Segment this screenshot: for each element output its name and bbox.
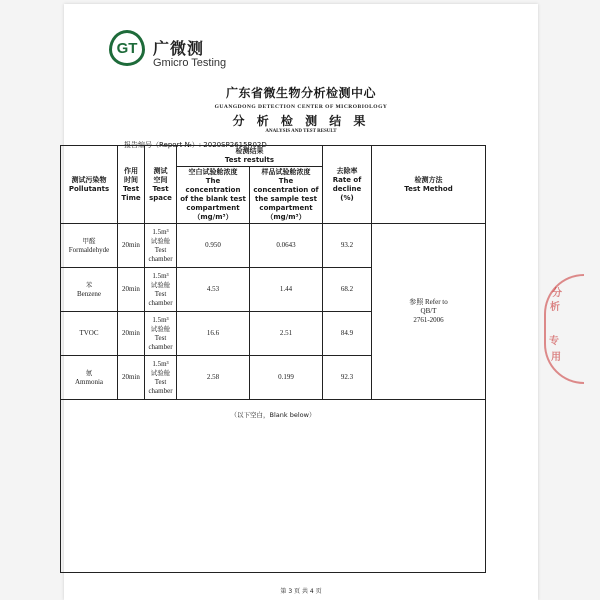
space-cell: 1.5m³ 试验舱 Test chamber [145,224,177,268]
logo-name-en: Gmicro Testing [153,57,227,69]
logo-name-cn: 广微测 [153,39,205,58]
report-number: 报告编号（Report №）: 2020SP2615R02D [124,141,267,149]
col-sample-conc: 样品试验舱浓度 The concentration of the sample test compartment （mg/m³） [250,167,323,224]
header-row [61,146,486,167]
center-title-cn: 广东省微生物分析检测中心 [225,86,376,100]
pollutant-cell: 甲醛 Formaldehyde [61,224,118,268]
method-cell: 参照 Refer to QB/T 2761-2006 [372,224,486,400]
results-table [60,145,486,573]
time-cell: 20min [118,356,145,400]
blank-below-row [61,400,486,573]
center-title-en: GUANGDONG DETECTION CENTER OF MICROBIOLOGY [214,104,388,110]
col-pollutants: 测试污染物 Pollutants [61,146,118,224]
pollutant-cell: 苯 Benzene [61,268,118,312]
result-title-cn: 分 析 检 测 结 果 [232,114,370,128]
blank-below-cell [61,400,486,573]
col-rate: 去除率 Rate of decline (%) [323,146,372,224]
rate-cell: 92.3 [323,356,372,400]
space-cell: 1.5m³ 试验舱 Test chamber [145,312,177,356]
sample-conc-cell: 0.199 [250,356,323,400]
sample-conc-cell: 2.51 [250,312,323,356]
company-logo [109,30,259,74]
col-space: 测试 空间 Test space [145,146,177,224]
table-row [61,224,486,268]
time-cell: 20min [118,224,145,268]
pollutant-cell: 氨 Ammonia [61,356,118,400]
sample-conc-cell: 0.0643 [250,224,323,268]
blank-conc-cell: 0.950 [177,224,250,268]
blank-conc-cell: 4.53 [177,268,250,312]
space-cell: 1.5m³ 试验舱 Test chamber [145,268,177,312]
col-results-group: 检测结果 Test restults [177,146,323,167]
col-method: 检测方法 Test Method [372,146,486,224]
time-cell: 20min [118,312,145,356]
pollutant-cell: TVOC [61,312,118,356]
time-cell: 20min [118,268,145,312]
sample-conc-cell: 1.44 [250,268,323,312]
seal-stamp: 分 析 专 用 [544,274,584,384]
logo-mark: GT [109,30,145,66]
col-blank-conc: 空白试验舱浓度 The concentration of the blank test compartment （mg/m³） [177,167,250,224]
result-title-en: ANALYSIS AND TEST RESULT [265,129,337,134]
rate-cell: 84.9 [323,312,372,356]
blank-below-text: （以下空白，Blank below） [230,411,316,419]
rate-cell: 93.2 [323,224,372,268]
blank-conc-cell: 2.58 [177,356,250,400]
space-cell: 1.5m³ 试验舱 Test chamber [145,356,177,400]
rate-cell: 68.2 [323,268,372,312]
page-footer: 第 3 页 共 4 页 [280,588,322,595]
blank-conc-cell: 16.6 [177,312,250,356]
col-time: 作用 时间 Test Time [118,146,145,224]
